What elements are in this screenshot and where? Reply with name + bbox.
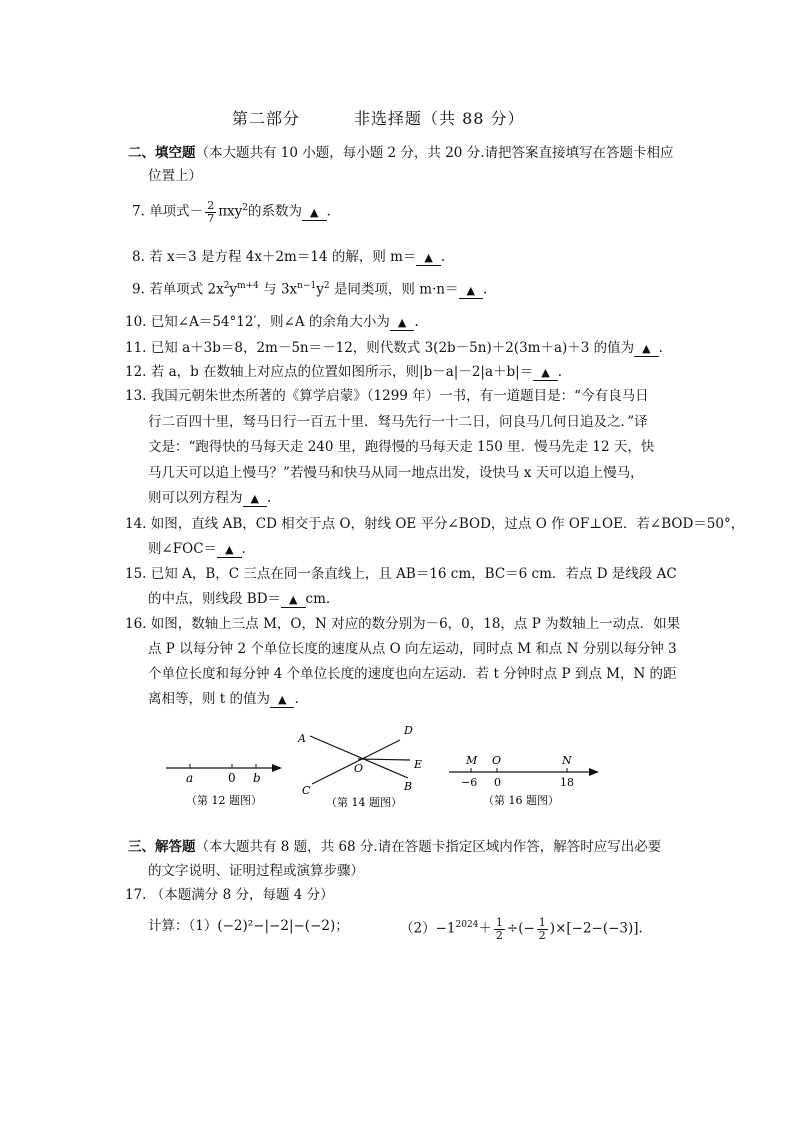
figure-14-intersecting-lines — [292, 722, 442, 810]
fig16-value-O: 0 — [494, 776, 501, 789]
q9-text-c: 与 3x — [258, 281, 298, 298]
fig12-label-0: 0 — [228, 771, 236, 785]
answer-mark: ▲ — [541, 366, 550, 379]
q7-exp: 2 — [242, 203, 249, 213]
q17-p2-frac1-num: 1 — [495, 915, 503, 929]
q11-text: 已知 a＋3b＝8，2m－5n＝－12，则代数式 3(2b－5n)＋2(3m＋a)＋3 的值为 — [150, 340, 635, 356]
fig16-label-N: N — [562, 754, 572, 767]
q9-number: 9. — [132, 281, 145, 298]
q9-text-b: y — [229, 281, 238, 298]
q14-end: . — [241, 541, 246, 557]
q16-number: 16. — [125, 616, 147, 632]
fig14-label-D: D — [404, 724, 413, 737]
answer-mark: ▲ — [466, 283, 475, 297]
q16-line-1: 如图，数轴上三点 M，O，N 对应的数分别为－6，0，18，点 P 为数轴上一动点．如果 — [150, 616, 681, 632]
page-title — [232, 106, 525, 129]
figure-12-number-line — [160, 750, 290, 810]
section3-instructions-2: 的文字说明、证明过程或演算步骤） — [148, 863, 364, 879]
q9-text-d: y — [316, 281, 324, 298]
q16-answer-blank[interactable] — [270, 692, 294, 708]
q17-p2-fraction-2 — [537, 917, 548, 942]
q11-answer-blank[interactable] — [634, 341, 658, 357]
q12-answer-blank[interactable] — [533, 365, 557, 381]
fig14-label-B: B — [404, 780, 413, 793]
q10-end: . — [414, 314, 419, 330]
question-11 — [125, 337, 663, 359]
q9-exp-c: n−1 — [297, 281, 317, 291]
fig12-caption: （第 12 题图） — [186, 794, 262, 807]
q16-line-2: 点 P 以每分钟 2 个单位长度的速度从点 O 向左运动，同时点 M 和点 N 分别以每分钟 3 — [148, 641, 677, 657]
fig16-label-O: O — [492, 754, 502, 767]
q14-number: 14. — [125, 516, 147, 532]
fig16-label-M: M — [466, 754, 478, 767]
answer-mark: ▲ — [310, 205, 319, 219]
q7-number: 7. — [132, 203, 145, 220]
q8-text: 若 x＝3 是方程 4x＋2m＝14 的解，则 m＝ — [149, 249, 417, 265]
fig14-label-C: C — [302, 784, 311, 797]
question-16 — [125, 612, 680, 712]
q17-p2-fraction-1 — [494, 917, 505, 942]
q12-number: 12. — [125, 364, 147, 380]
question-7 — [132, 196, 331, 225]
q7-mid: πxy — [218, 203, 243, 220]
section3-heading: 三、解答题 — [128, 839, 196, 855]
fig16-value-M: −6 — [461, 776, 478, 789]
q13-end: . — [266, 490, 272, 506]
fig12-label-b: b — [253, 771, 261, 785]
q14-answer-blank[interactable] — [217, 542, 241, 558]
q15-line-2: 的中点，则线段 BD＝ — [148, 591, 282, 607]
q9-answer-blank[interactable] — [459, 283, 483, 299]
question-14 — [125, 512, 744, 562]
q17-p2-frac2-num: 1 — [538, 915, 546, 929]
fig16-arrow — [589, 768, 599, 776]
q14-line-1: 如图，直线 AB，CD 相交于点 O，射线 OE 平分∠BOD，过点 O 作 OF⊥OE．若∠BOD＝50°， — [150, 516, 745, 532]
q7-frac-den: 7 — [207, 211, 215, 225]
question-12 — [125, 361, 562, 383]
q17-p2-a: （2）−1 — [400, 920, 456, 937]
q16-line-3: 个单位长度和每分钟 4 个单位长度的速度也向左运动．若 t 分钟时点 P 到点 M，N 的距 — [148, 666, 677, 682]
q13-line-2: 行二百四十里，驽马日行一百五十里．驽马先行一十二日，问良马几何日追及之．”译 — [148, 413, 648, 430]
q13-answer-blank[interactable] — [243, 491, 267, 507]
answer-mark: ▲ — [250, 492, 259, 505]
q9-exp-d: 2 — [323, 281, 330, 291]
section2-heading: 二、填空题 — [128, 145, 196, 161]
section2-instructions-2: 位置上） — [148, 168, 202, 184]
q17-head: （本题满分 8 分，每题 4 分） — [150, 887, 334, 903]
q15-line-1: 已知 A，B，C 三点在同一条直线上，且 AB＝16 cm，BC＝6 cm．若点 D 是线段 AC — [150, 566, 677, 582]
answer-mark: ▲ — [278, 693, 287, 706]
question-17 — [125, 884, 334, 906]
q9-exp-b: m+4 — [237, 281, 259, 291]
q17-p2-c: ÷(− — [506, 920, 535, 937]
question-9 — [132, 275, 487, 301]
q13-line-4: 马几天可以追上慢马？”若慢马和快马从同一地点出发，设快马 x 天可以追上慢马， — [148, 464, 644, 481]
section3-header — [128, 836, 661, 858]
q17-calc: 计算： — [148, 918, 189, 934]
q15-answer-blank[interactable] — [281, 592, 305, 608]
q17-number: 17. — [125, 887, 147, 903]
q14-line-2: 则∠FOC＝ — [148, 541, 218, 557]
fig12-label-a: a — [186, 771, 194, 785]
q17-p2-d: )×[−2−(−3)]. — [549, 920, 643, 937]
q17-p2-frac1-den: 2 — [495, 928, 503, 942]
q12-text: 若 a，b 在数轴上对应点的位置如图所示，则|b－a|－2|a＋b|＝ — [150, 364, 534, 380]
q13-line-3: 文是：“跑得快的马每天走 240 里，跑得慢的马每天走 150 里．慢马先走 12 天，快 — [148, 439, 655, 455]
answer-mark: ▲ — [424, 251, 433, 264]
question-10 — [125, 311, 419, 333]
q7-answer-blank[interactable] — [302, 205, 326, 221]
q10-number: 10. — [125, 314, 147, 330]
title-part: 第二部分 — [232, 109, 301, 128]
question-15 — [125, 562, 677, 612]
q7-fraction — [205, 200, 216, 225]
q15-unit: cm. — [305, 591, 331, 607]
q8-end: . — [440, 249, 446, 265]
section3-instructions: （本大题共有 8 题，共 68 分.请在答题卡指定区域内作答，解答时应写出必要 — [195, 839, 662, 855]
q10-answer-blank[interactable] — [390, 315, 414, 331]
q11-number: 11. — [125, 340, 147, 356]
q11-end: . — [658, 340, 663, 356]
q9-text-e: 是同类项，则 m·n＝ — [329, 281, 459, 298]
q15-number: 15. — [125, 566, 147, 582]
q8-answer-blank[interactable] — [416, 250, 440, 266]
fig14-label-A: A — [298, 732, 306, 745]
q16-last: 离相等，则 t 的值为 — [148, 691, 271, 707]
fig16-caption: （第 16 题图） — [483, 794, 559, 807]
q7-post: 的系数为 — [248, 203, 303, 220]
answer-mark: ▲ — [225, 543, 234, 556]
q7-pre: 单项式－ — [149, 203, 204, 220]
q9-exp-a: 2 — [223, 281, 230, 291]
fig12-arrow — [272, 764, 282, 772]
q17-p2-b: ＋ — [478, 920, 492, 937]
answer-mark: ▲ — [289, 593, 298, 606]
q7-frac-num: 2 — [207, 198, 215, 212]
fig14-caption: （第 14 题图） — [326, 796, 402, 809]
section2-header — [128, 142, 673, 164]
fig14-label-O: O — [354, 762, 364, 775]
fig16-value-N: 18 — [560, 776, 574, 789]
section2-instructions: （本大题共有 10 小题，每小题 2 分，共 20 分.请把答案直接填写在答题卡相应 — [195, 145, 674, 161]
q7-end: . — [326, 203, 331, 220]
q13-last: 则可以列方程为 — [148, 490, 243, 506]
q17-parts — [148, 914, 349, 938]
q17-p2-frac2-den: 2 — [538, 928, 546, 942]
q13-line-1: 我国元朝朱世杰所著的《算学启蒙》（1299 年）一书，有一道题目是：“今有良马日 — [150, 388, 649, 404]
q16-end: . — [294, 691, 299, 707]
q17-part-2 — [400, 912, 643, 942]
answer-mark: ▲ — [642, 342, 651, 355]
figure-16-number-line — [445, 752, 605, 810]
q17-part-1: （1）(−2)²−|−2|−(−2)； — [188, 918, 349, 934]
q8-number: 8. — [132, 249, 145, 265]
q9-text-a: 若单项式 2x — [149, 281, 224, 298]
fig14-label-E: E — [414, 758, 423, 771]
q12-end: . — [557, 364, 562, 380]
q17-p2-exp: 2024 — [455, 920, 479, 930]
answer-mark: ▲ — [397, 316, 407, 329]
q9-end: . — [482, 281, 488, 298]
q13-number: 13. — [125, 388, 147, 404]
question-8 — [132, 246, 445, 268]
q10-text: 已知∠A＝54°12′，则∠A 的余角大小为 — [150, 314, 390, 330]
title-subtitle: 非选择题（共 88 分） — [354, 109, 525, 128]
question-13 — [125, 384, 654, 512]
